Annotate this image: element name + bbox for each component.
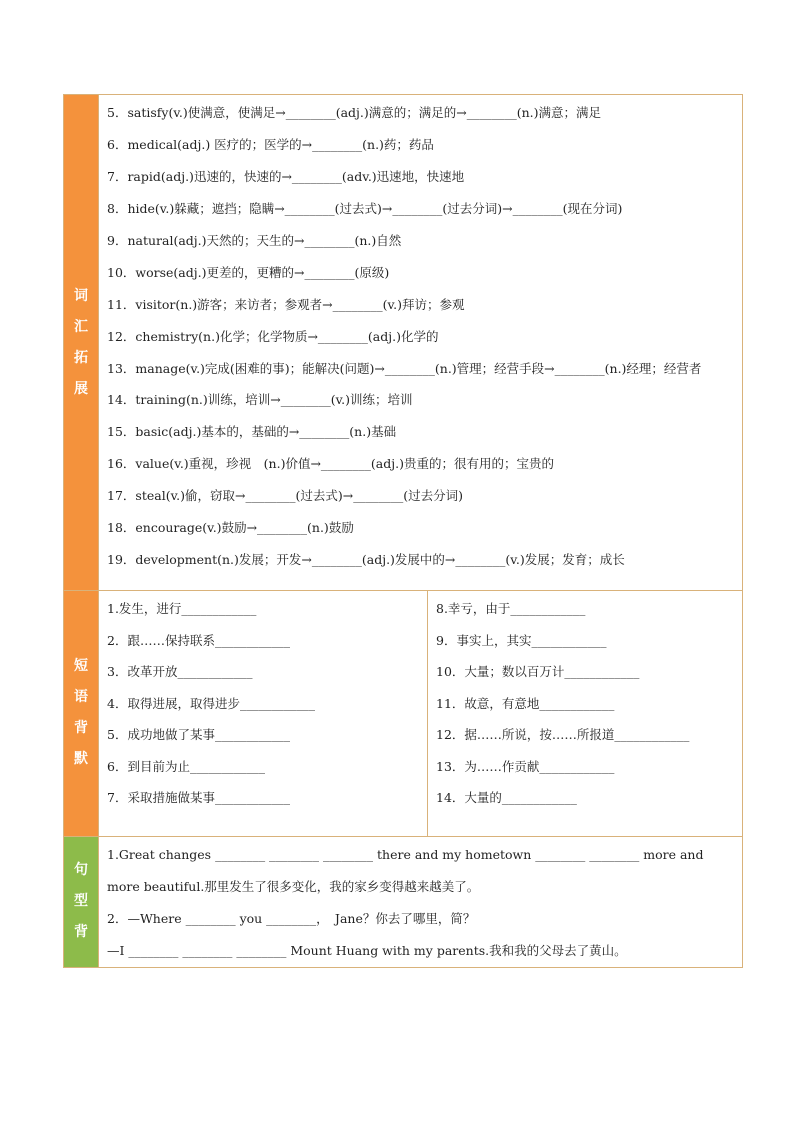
sentence-list (99, 836, 743, 967)
label-char: 型 (74, 893, 88, 909)
label-char: 默 (74, 751, 88, 768)
phrase-item: 5．成功地做了某事____________ (107, 727, 290, 742)
vocab-item: 15．basic(adj.)基本的，基础的→________(n.)基础 (107, 424, 397, 439)
vocab-item: 19．development(n.)发展；开发→________(adj.)发展中的→________(v.)发展；发育；成长 (107, 552, 625, 567)
vocab-item: 18．encourage(v.)鼓励→________(n.)鼓励 (107, 520, 354, 535)
vocab-item: 8．hide(v.)躲藏；遮挡；隐瞒→________(过去式)→________(过去分词)→________(现在分词) (107, 201, 623, 216)
phrase-item: 6．到目前为止____________ (107, 758, 265, 774)
vocab-item: 13．manage(v.)完成(困难的事)；能解决(问题)→________(n.)管理；经营手段→________(n.)经理；经营者 (107, 361, 702, 376)
vocab-item: 5．satisfy(v.)使满意，使满足→________(adj.)满意的；满足的→________(n.)满意；满足 (107, 105, 602, 120)
phrase-list-right (428, 591, 743, 837)
label-char: 短 (74, 658, 88, 675)
phrase-item: 8.幸亏，由于____________ (436, 601, 586, 616)
phrase-item: 9．事实上，其实____________ (436, 632, 607, 648)
label-char: 背 (74, 720, 88, 737)
vocab-item: 9．natural(adj.)天然的；天生的→________(n.)自然 (107, 233, 402, 248)
phrase-item: 13．为……作贡献____________ (436, 758, 615, 774)
label-char: 拓 (74, 349, 88, 366)
sentence-item: —I ________ ________ ________ Mount Huang with my parents.我和我的父母去了黄山。 (107, 942, 627, 958)
sentence-item: 2．—Where ________ you ________， Jane？你去了哪里，简？ (107, 910, 476, 926)
phrase-item: 12．据……所说，按……所报道____________ (436, 727, 690, 742)
vocab-item: 17．steal(v.)偷，窃取→________(过去式)→________(过去分词) (107, 488, 463, 503)
phrase-item: 4．取得进展，取得进步____________ (107, 695, 315, 711)
sentence-section-label (64, 836, 99, 967)
worksheet-table (63, 94, 743, 968)
vocab-list (99, 95, 743, 591)
vocab-item: 10．worse(adj.)更差的，更糟的→________(原级) (107, 265, 390, 280)
sentence-section (64, 836, 743, 967)
label-char: 汇 (74, 318, 88, 335)
label-char: 词 (74, 287, 88, 304)
sentence-item: 1.Great changes ________ ________ ________ there and my hometown ________ ________ more and more beautiful.那里发生了很多变化，我的家乡变得越来越美了。 (107, 846, 704, 894)
vocab-item: 12．chemistry(n.)化学；化学物质→________(adj.)化学的 (107, 329, 439, 344)
phrase-item: 2．跟……保持联系____________ (107, 632, 290, 648)
phrase-item: 3．改革开放____________ (107, 664, 253, 679)
vocab-section (64, 95, 743, 591)
phrase-item: 1.发生，进行____________ (107, 601, 257, 616)
phrase-item: 14．大量的____________ (436, 790, 577, 805)
phrase-item: 10．大量；数以百万计____________ (436, 664, 640, 679)
vocab-item: 14．training(n.)训练，培训→________(v.)训练；培训 (107, 392, 413, 407)
phrase-item: 11．故意，有意地____________ (436, 695, 615, 711)
vocab-item: 6．medical(adj.) 医疗的；医学的→________(n.)药；药品 (107, 137, 434, 152)
vocab-item: 16．value(v.)重视，珍视 (n.)价值→________(adj.)贵重的；很有用的；宝贵的 (107, 456, 554, 471)
phrase-section (64, 591, 743, 837)
phrase-list-left (99, 591, 428, 837)
label-char: 语 (74, 689, 88, 706)
label-char: 展 (74, 380, 88, 397)
vocab-section-label (64, 95, 99, 591)
vocab-item: 7．rapid(adj.)迅速的，快速的→________(adv.)迅速地，快速地 (107, 169, 465, 184)
phrase-item: 7．采取措施做某事____________ (107, 790, 290, 805)
label-char: 背 (74, 924, 88, 940)
phrase-section-label (64, 591, 99, 837)
label-char: 句 (74, 862, 88, 878)
vocab-item: 11．visitor(n.)游客；来访者；参观者→________(v.)拜访；参观 (107, 297, 465, 312)
